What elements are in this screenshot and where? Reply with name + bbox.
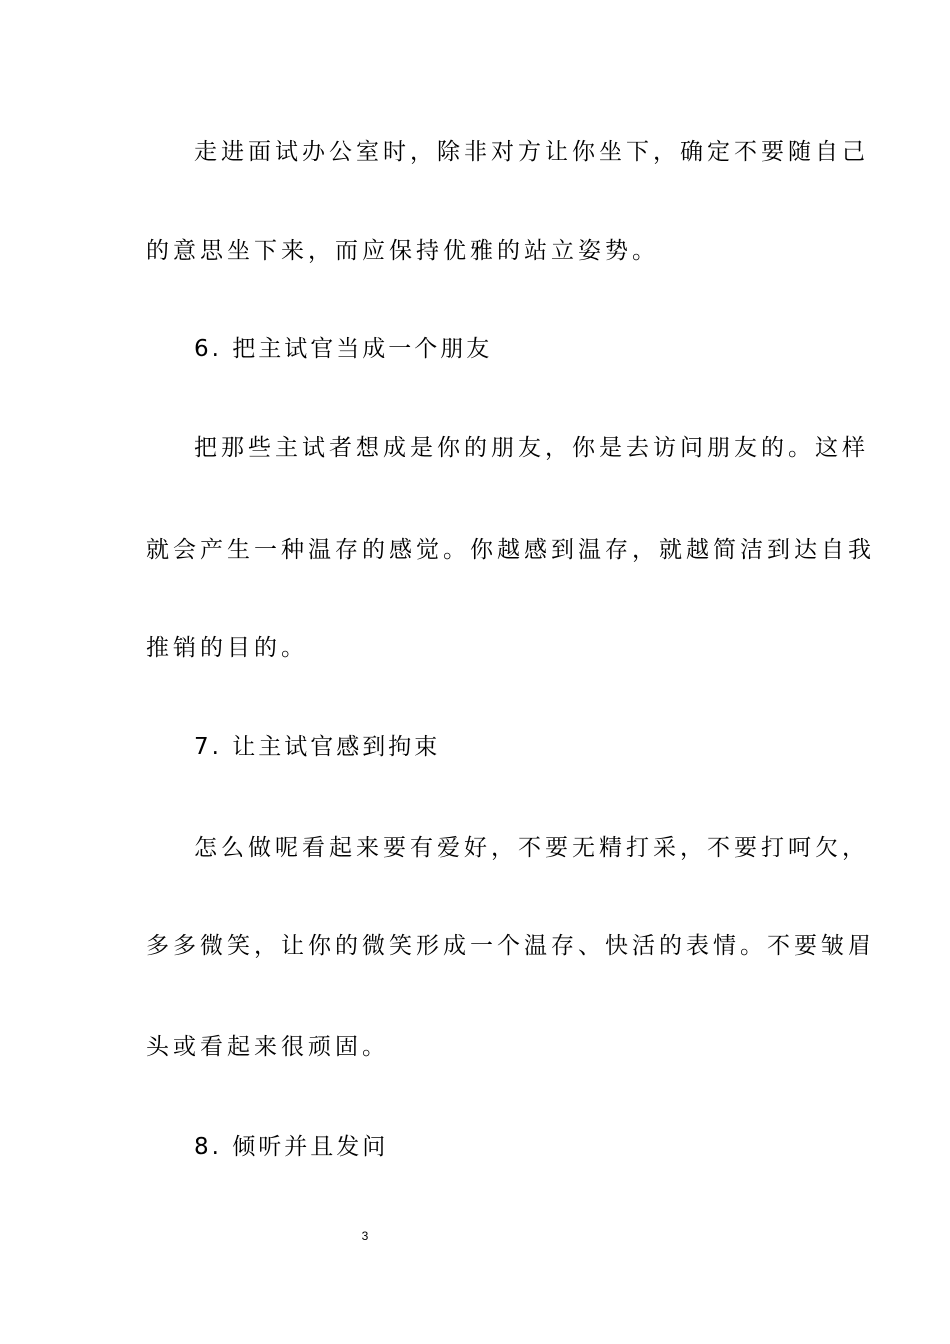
paragraph-line: 推销的目的。 — [146, 635, 308, 661]
section-heading-7: 7. 让主试官感到拘束 — [194, 734, 441, 760]
paragraph-line: 就会产生一种温存的感觉。你越感到温存，就越简洁到达自我 — [146, 537, 875, 563]
paragraph-line: 多多微笑，让你的微笑形成一个温存、快活的表情。不要皱眉 — [146, 933, 875, 959]
paragraph-line: 怎么做呢看起来要有爱好，不要无精打采，不要打呵欠， — [194, 835, 869, 861]
page-number: 3 — [361, 1229, 369, 1243]
paragraph-line: 的意思坐下来，而应保持优雅的站立姿势。 — [146, 238, 659, 264]
section-heading-6: 6. 把主试官当成一个朋友 — [194, 336, 493, 362]
paragraph-line: 头或看起来很顽固。 — [146, 1034, 389, 1060]
paragraph-line: 走进面试办公室时，除非对方让你坐下，确定不要随自己 — [194, 139, 869, 165]
paragraph-line: 把那些主试者想成是你的朋友，你是去访问朋友的。这样 — [194, 435, 869, 461]
section-heading-8: 8. 倾听并且发问 — [194, 1134, 389, 1160]
